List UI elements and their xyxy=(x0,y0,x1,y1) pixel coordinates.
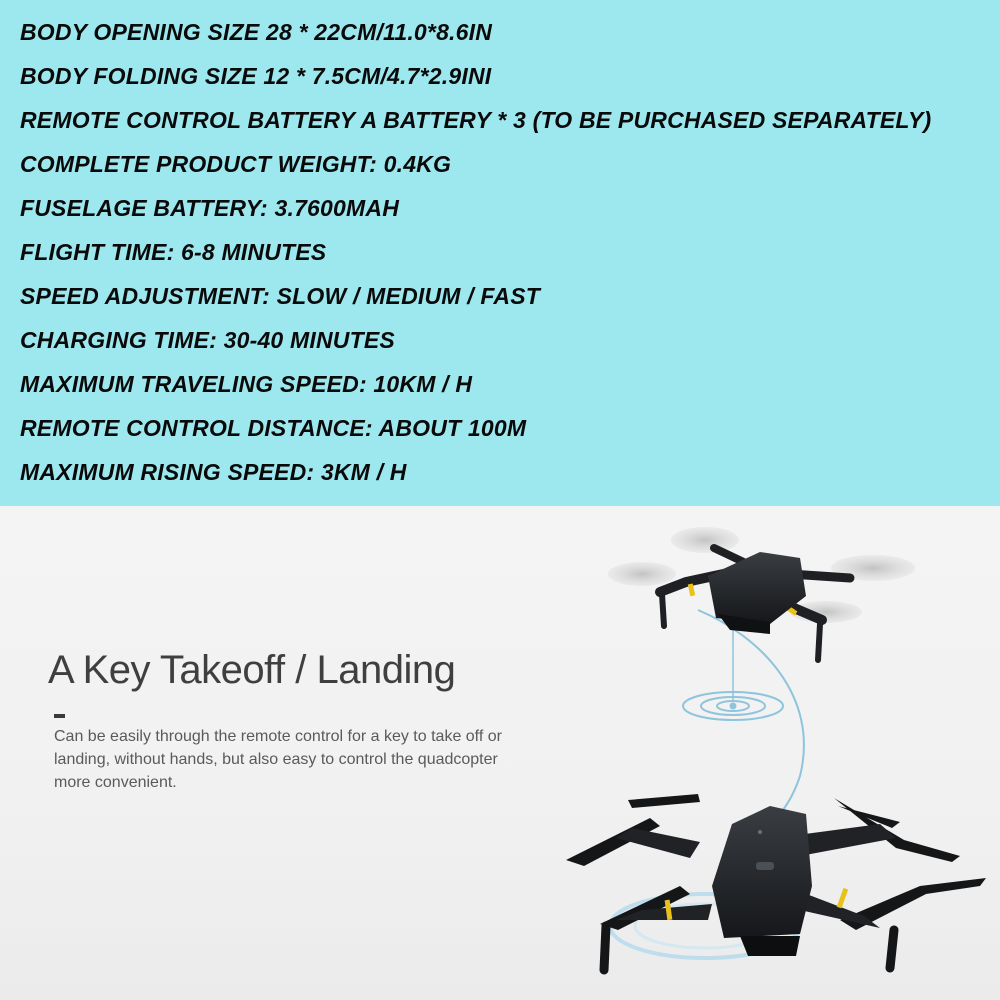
spec-fuselage-battery: FUSELAGE BATTERY: 3.7600MAH xyxy=(20,195,400,221)
spec-charging-time: CHARGING TIME: 30-40 MINUTES xyxy=(20,327,395,353)
drone-flying-icon xyxy=(608,527,915,660)
spec-body-folding-size: BODY FOLDING SIZE 12 * 7.5CM/4.7*2.9INI xyxy=(20,63,492,89)
spec-remote-distance: REMOTE CONTROL DISTANCE: ABOUT 100M xyxy=(20,415,527,441)
title-divider xyxy=(54,714,65,718)
spec-speed-adjustment: SPEED ADJUSTMENT: SLOW / MEDIUM / FAST xyxy=(20,283,541,309)
feature-title: A Key Takeoff / Landing xyxy=(48,648,456,692)
spec-body-opening-size: BODY OPENING SIZE 28 * 22CM/11.0*8.6IN xyxy=(20,19,493,45)
signal-waves-icon xyxy=(683,692,783,720)
spec-flight-time: FLIGHT TIME: 6-8 MINUTES xyxy=(20,239,327,265)
drone-landed-icon xyxy=(566,794,986,970)
spec-remote-battery: REMOTE CONTROL BATTERY A BATTERY * 3 (TO BE PURCHASED SEPARATELY) xyxy=(20,107,932,133)
spec-max-rising-speed: MAXIMUM RISING SPEED: 3KM / H xyxy=(20,459,407,485)
feature-description: Can be easily through the remote control for a key to take off or landing, without hands, but also easy to control the quadcopter more convenient. xyxy=(54,728,502,791)
spec-product-weight: COMPLETE PRODUCT WEIGHT: 0.4KG xyxy=(20,151,452,177)
spec-max-traveling-speed: MAXIMUM TRAVELING SPEED: 10KM / H xyxy=(20,371,473,397)
